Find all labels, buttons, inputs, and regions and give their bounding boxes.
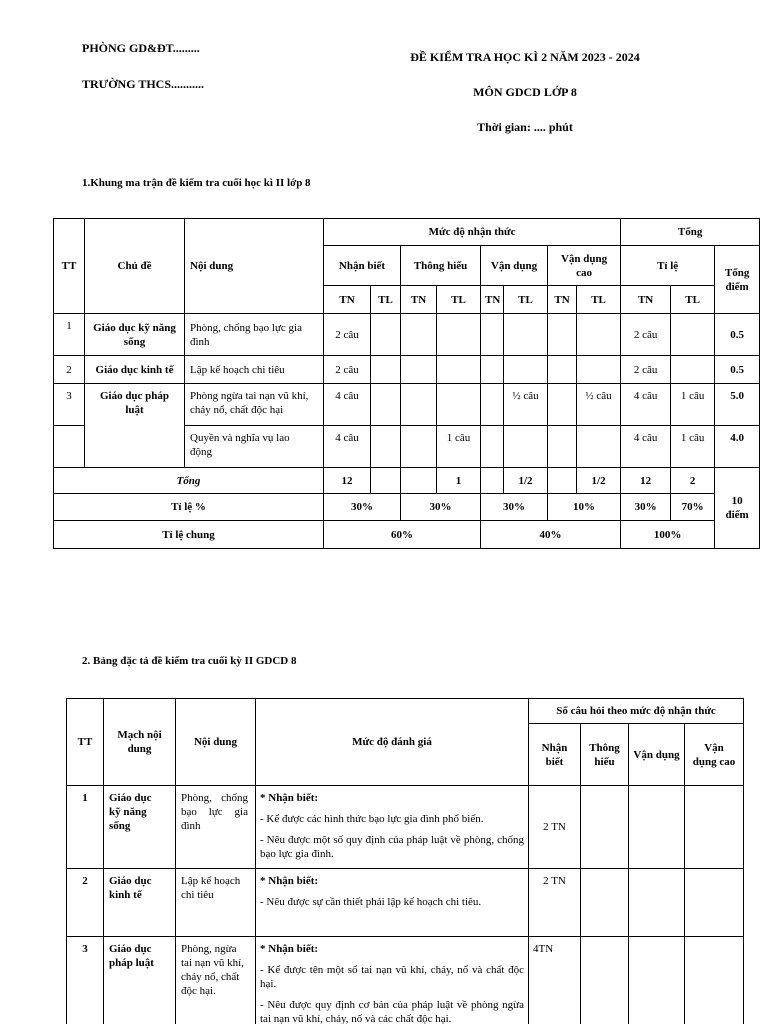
percent-row-label: Tỉ lệ % — [54, 494, 324, 521]
row-criteria — [256, 786, 529, 869]
header-strand: Mạch nội dung — [104, 699, 176, 786]
header-tl: TL — [577, 286, 621, 314]
total-vd-tl: 1/2 — [504, 468, 548, 494]
total-ratio-tl: 2 — [671, 468, 715, 494]
row-tt: 1 — [67, 786, 104, 869]
header-level-application: Vận dụng — [481, 246, 548, 286]
cell-empty — [685, 937, 744, 1024]
table-row — [54, 384, 760, 426]
row-content: Phòng, ngừa tai nạn vũ khí, cháy nổ, chất độc hại. — [176, 937, 256, 1024]
cell-empty — [437, 356, 481, 384]
cell-points: 0.5 — [715, 356, 760, 384]
header-tn: TN — [324, 286, 371, 314]
row-strand: Giáo dục kỹ năng sống — [104, 786, 176, 869]
cell-empty — [685, 786, 744, 869]
header-question-count: Số câu hỏi theo mức độ nhận thức — [529, 699, 744, 724]
header-tl: TL — [504, 286, 548, 314]
cell-empty — [481, 426, 504, 468]
cell-empty — [371, 356, 401, 384]
row-strand: Giáo dục kinh tế — [104, 869, 176, 937]
header-level-understanding: Thông hiểu — [401, 246, 481, 286]
criteria-level-heading: * Nhận biết: — [260, 875, 319, 887]
header-content: Nội dung — [176, 699, 256, 786]
table-row — [54, 356, 760, 384]
spec-header-row — [67, 699, 744, 724]
cell-points: 0.5 — [715, 314, 760, 356]
row-topic: Giáo dục pháp luật — [85, 384, 185, 468]
percent-ratio-tl: 70% — [671, 494, 715, 521]
cell-ratio-tn: 2 câu — [621, 314, 671, 356]
cell-empty — [671, 314, 715, 356]
cell-vd-tl: ½ câu — [504, 384, 548, 426]
cell-points: 4.0 — [715, 426, 760, 468]
total-points-value: 10 điểm — [715, 468, 760, 549]
header-content: Nội dung — [185, 219, 324, 314]
cell-empty — [401, 468, 437, 494]
cell-ratio-tn: 4 câu — [621, 426, 671, 468]
percent-row — [54, 494, 760, 521]
cell-empty — [401, 314, 437, 356]
header-level-understanding: Thông hiểu — [581, 724, 629, 786]
header-tl: TL — [437, 286, 481, 314]
cell-ratio-tn: 4 câu — [621, 384, 671, 426]
overall-vd-vdc: 40% — [481, 521, 621, 549]
cell-nb-tn: 4 câu — [324, 426, 371, 468]
cell-empty — [671, 356, 715, 384]
criteria-item: - Nêu được quy định cơ bản của pháp luật về phòng ngừa tai nạn vũ khí, cháy, nổ và các chất độc hại. — [260, 999, 524, 1024]
row-topic: Giáo dục kỹ năng sống — [85, 314, 185, 356]
header-tt: TT — [67, 699, 104, 786]
cell-empty — [481, 468, 504, 494]
row-tt: 2 — [67, 869, 104, 937]
percent-vd: 30% — [481, 494, 548, 521]
cell-empty — [371, 426, 401, 468]
total-vdc-tl: 1/2 — [577, 468, 621, 494]
criteria-item: - Nêu được một số quy định của pháp luật về phòng, chống bạo lực gia đình. — [260, 834, 524, 860]
cell-nb-tn: 2 câu — [324, 314, 371, 356]
cell-empty — [437, 314, 481, 356]
cell-nb-tn: 2 câu — [324, 356, 371, 384]
overall-total: 100% — [621, 521, 715, 549]
overall-ratio-row — [54, 521, 760, 549]
row-content: Lập kế hoạch chi tiêu — [176, 869, 256, 937]
cell-empty — [481, 356, 504, 384]
total-nb-tn: 12 — [324, 468, 371, 494]
section-1-heading: 1.Khung ma trận đề kiểm tra cuối học kì II lớp 8 — [82, 177, 311, 189]
percent-th: 30% — [401, 494, 481, 521]
total-ratio-tn: 12 — [621, 468, 671, 494]
cell-empty — [504, 426, 548, 468]
header-ratio: Tỉ lệ — [621, 246, 715, 286]
row-content: Lập kế hoạch chi tiêu — [185, 356, 324, 384]
specification-table — [66, 698, 744, 1024]
cell-ratio-tl: 1 câu — [671, 426, 715, 468]
table-row — [67, 937, 744, 1024]
cell-nb: 4TN — [529, 937, 581, 1024]
total-row-label: Tổng — [54, 468, 324, 494]
row-content: Phòng ngừa tai nạn vũ khí, cháy nổ, chất độc hại — [185, 384, 324, 426]
table-row — [67, 869, 744, 937]
section-2-heading: 2. Bảng đặc tả đề kiểm tra cuối kỳ II GDCD 8 — [82, 655, 297, 667]
total-row — [54, 468, 760, 494]
cell-ratio-tn: 2 câu — [621, 356, 671, 384]
cell-empty — [504, 356, 548, 384]
percent-nb: 30% — [324, 494, 401, 521]
cell-empty — [481, 314, 504, 356]
header-tt: TT — [54, 219, 85, 314]
cell-empty — [401, 426, 437, 468]
header-total-points: Tổng điểm — [715, 246, 760, 314]
cell-empty — [54, 426, 85, 468]
header-topic: Chủ đề — [85, 219, 185, 314]
percent-ratio-tn: 30% — [621, 494, 671, 521]
percent-vdc: 10% — [548, 494, 621, 521]
row-tt: 2 — [54, 356, 85, 384]
cell-empty — [629, 937, 685, 1024]
cell-points: 5.0 — [715, 384, 760, 426]
criteria-item: - Kể được tên một số tai nạn vũ khí, cháy, nổ và chất độc hại. — [260, 964, 524, 990]
exam-subject: MÔN GDCD LỚP 8 — [473, 85, 577, 99]
header-level-recognition: Nhận biết — [529, 724, 581, 786]
school-label: TRƯỜNG THCS........... — [82, 77, 205, 91]
criteria-level-heading: * Nhận biết: — [260, 943, 319, 955]
row-content: Quyền và nghĩa vụ lao động — [185, 426, 324, 468]
cell-empty — [504, 314, 548, 356]
cell-empty — [581, 786, 629, 869]
row-content: Phòng, chống bạo lực gia đình — [176, 786, 256, 869]
cell-empty — [577, 426, 621, 468]
row-tt: 3 — [67, 937, 104, 1024]
cell-empty — [581, 869, 629, 937]
header-level-recognition: Nhận biết — [324, 246, 401, 286]
header-total: Tổng — [621, 219, 760, 246]
cell-empty — [548, 314, 577, 356]
cell-empty — [548, 468, 577, 494]
header-level-high-application: Vận dụng cao — [548, 246, 621, 286]
cell-empty — [629, 786, 685, 869]
cell-empty — [371, 314, 401, 356]
cell-empty — [629, 869, 685, 937]
row-criteria — [256, 937, 529, 1024]
header-tn: TN — [481, 286, 504, 314]
criteria-level-heading: * Nhận biết: — [260, 792, 319, 804]
department-label: PHÒNG GD&ĐT......... — [82, 41, 200, 55]
cell-vdc-tl: ½ câu — [577, 384, 621, 426]
matrix-header-row — [54, 219, 760, 246]
cell-empty — [371, 384, 401, 426]
cell-ratio-tl: 1 câu — [671, 384, 715, 426]
header-criteria: Mức độ đánh giá — [256, 699, 529, 786]
row-topic: Giáo dục kinh tế — [85, 356, 185, 384]
cell-nb: 2 TN — [529, 786, 581, 869]
cell-nb: 2 TN — [529, 869, 581, 937]
row-strand: Giáo dục pháp luật — [104, 937, 176, 1024]
cognitive-matrix-table — [53, 218, 760, 549]
cell-empty — [577, 314, 621, 356]
header-cognitive-level: Mức độ nhận thức — [324, 219, 621, 246]
total-th-tl: 1 — [437, 468, 481, 494]
row-content: Phòng, chống bạo lực gia đình — [185, 314, 324, 356]
cell-empty — [401, 384, 437, 426]
header-tn: TN — [548, 286, 577, 314]
cell-empty — [548, 384, 577, 426]
cell-empty — [481, 384, 504, 426]
cell-empty — [401, 356, 437, 384]
header-tn: TN — [401, 286, 437, 314]
cell-empty — [581, 937, 629, 1024]
exam-title: ĐỀ KIỂM TRA HỌC KÌ 2 NĂM 2023 - 2024 — [410, 50, 640, 64]
row-tt: 1 — [54, 314, 85, 356]
cell-empty — [548, 426, 577, 468]
cell-empty — [577, 356, 621, 384]
header-level-application: Vận dụng — [629, 724, 685, 786]
cell-empty — [371, 468, 401, 494]
cell-th-tl: 1 câu — [437, 426, 481, 468]
overall-row-label: Tỉ lệ chung — [54, 521, 324, 549]
cell-empty — [437, 384, 481, 426]
header-tn: TN — [621, 286, 671, 314]
criteria-item: - Nêu được sự cần thiết phải lập kế hoạch chi tiêu. — [260, 896, 482, 908]
row-tt: 3 — [54, 384, 85, 426]
criteria-item: - Kể được các hình thức bạo lực gia đình phổ biến. — [260, 813, 484, 825]
overall-nb-th: 60% — [324, 521, 481, 549]
cell-nb-tn: 4 câu — [324, 384, 371, 426]
cell-empty — [685, 869, 744, 937]
cell-empty — [548, 356, 577, 384]
header-level-high-application: Vận dụng cao — [685, 724, 744, 786]
header-tl: TL — [671, 286, 715, 314]
header-tl: TL — [371, 286, 401, 314]
table-row — [54, 314, 760, 356]
table-row — [67, 786, 744, 869]
row-criteria — [256, 869, 529, 937]
exam-time: Thời gian: .... phút — [477, 120, 573, 134]
